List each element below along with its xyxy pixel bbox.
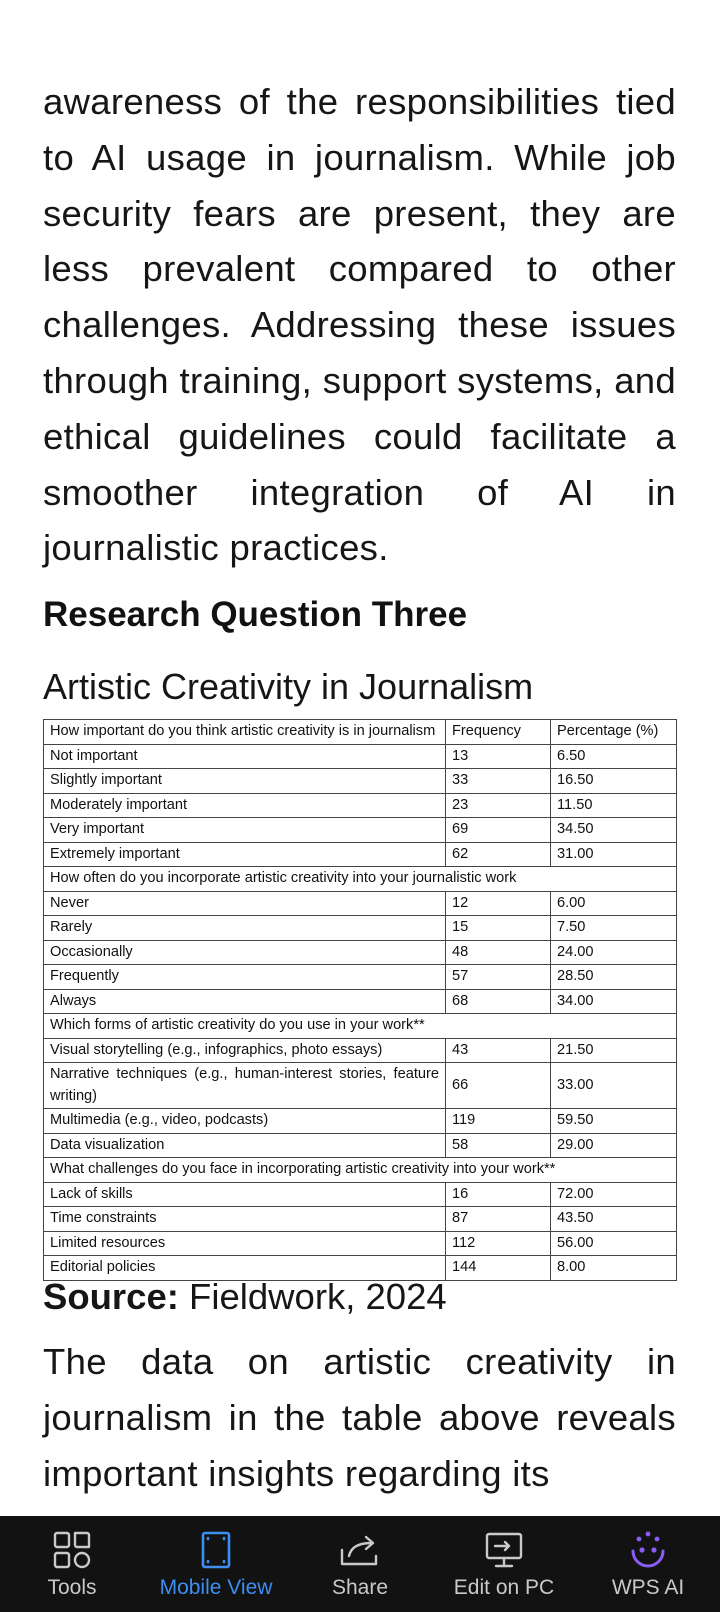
row-percentage: 8.00 [551, 1256, 677, 1281]
row-label: Data visualization [44, 1133, 446, 1158]
table-row [44, 1109, 677, 1134]
row-label: Moderately important [44, 793, 446, 818]
edit-on-pc-label: Edit on PC [453, 1576, 555, 1599]
source-line [43, 1274, 676, 1320]
closing-paragraph: The data on artistic creativity in journalism in the table above reveals important insights regarding its [43, 1341, 676, 1494]
row-label: Extremely important [44, 842, 446, 867]
wps-ai-button[interactable] [576, 1516, 720, 1612]
mobile-view-label: Mobile View [159, 1576, 273, 1599]
row-label: Editorial policies [44, 1256, 446, 1281]
header-frequency: Frequency [446, 720, 551, 745]
row-frequency: 43 [446, 1038, 551, 1063]
group-title: How often do you incorporate artistic creativity into your journalistic work [44, 867, 677, 892]
table-row [44, 818, 677, 843]
row-frequency: 112 [446, 1231, 551, 1256]
table-row [44, 940, 677, 965]
group-title: What challenges do you face in incorporating artistic creativity into your work** [44, 1158, 677, 1183]
table-row [44, 1207, 677, 1232]
bottom-toolbar [0, 1516, 720, 1612]
source-text: Fieldwork, 2024 [178, 1276, 447, 1317]
row-label: Rarely [44, 916, 446, 941]
tools-button[interactable] [0, 1516, 144, 1612]
table-row [44, 891, 677, 916]
table-group-row [44, 1014, 677, 1039]
row-frequency: 68 [446, 989, 551, 1014]
header-percentage: Percentage (%) [551, 720, 677, 745]
data-table [43, 719, 676, 1281]
row-label: Never [44, 891, 446, 916]
row-percentage: 31.00 [551, 842, 677, 867]
row-frequency: 23 [446, 793, 551, 818]
row-percentage: 28.50 [551, 965, 677, 990]
row-frequency: 66 [446, 1063, 551, 1109]
tools-label: Tools [47, 1576, 97, 1599]
row-percentage: 34.00 [551, 989, 677, 1014]
row-frequency: 87 [446, 1207, 551, 1232]
row-label: Slightly important [44, 769, 446, 794]
intro-paragraph: awareness of the responsibilities tied to AI usage in journalism. While job security fears are present, they are less prevalent compared to other challenges. Addressing these issues through training, support systems, and ethical guidelines could facilitate a smoother integration of AI in journalistic practices. [43, 81, 676, 569]
table-row [44, 744, 677, 769]
row-label: Narrative techniques (e.g., human-interest stories, feature writing) [44, 1063, 446, 1109]
edit-on-pc-button[interactable] [432, 1516, 576, 1612]
table-header-row [44, 720, 677, 745]
section-heading: Research Question Three [43, 595, 468, 634]
table-group-row [44, 867, 677, 892]
row-label: Frequently [44, 965, 446, 990]
row-frequency: 62 [446, 842, 551, 867]
row-percentage: 59.50 [551, 1109, 677, 1134]
table-row [44, 1063, 677, 1109]
table-row [44, 769, 677, 794]
row-label: Lack of skills [44, 1182, 446, 1207]
table-title: Artistic Creativity in Journalism [43, 666, 534, 707]
table-group-row [44, 1158, 677, 1183]
mobile-view-button[interactable] [144, 1516, 288, 1612]
row-frequency: 48 [446, 940, 551, 965]
row-frequency: 144 [446, 1256, 551, 1281]
wps-ai-icon [626, 1528, 670, 1572]
group-title: Which forms of artistic creativity do you use in your work** [44, 1014, 677, 1039]
row-label: Not important [44, 744, 446, 769]
row-percentage: 56.00 [551, 1231, 677, 1256]
row-percentage: 11.50 [551, 793, 677, 818]
row-frequency: 69 [446, 818, 551, 843]
row-label: Always [44, 989, 446, 1014]
row-percentage: 16.50 [551, 769, 677, 794]
row-percentage: 43.50 [551, 1207, 677, 1232]
row-label: Limited resources [44, 1231, 446, 1256]
share-button[interactable] [288, 1516, 432, 1612]
share-label: Share [331, 1576, 389, 1599]
source-label: Source: [43, 1276, 179, 1317]
row-frequency: 33 [446, 769, 551, 794]
table-row [44, 1038, 677, 1063]
row-percentage: 24.00 [551, 940, 677, 965]
table-row [44, 965, 677, 990]
mobile-view-icon [194, 1528, 238, 1572]
row-frequency: 16 [446, 1182, 551, 1207]
row-label: Very important [44, 818, 446, 843]
table-row [44, 916, 677, 941]
monitor-icon [482, 1528, 526, 1572]
row-frequency: 13 [446, 744, 551, 769]
table-row [44, 1231, 677, 1256]
table-row [44, 1133, 677, 1158]
table-row [44, 989, 677, 1014]
row-frequency: 58 [446, 1133, 551, 1158]
row-frequency: 57 [446, 965, 551, 990]
row-percentage: 6.50 [551, 744, 677, 769]
share-icon [338, 1528, 382, 1572]
row-percentage: 7.50 [551, 916, 677, 941]
row-label: Time constraints [44, 1207, 446, 1232]
row-percentage: 6.00 [551, 891, 677, 916]
row-frequency: 12 [446, 891, 551, 916]
table-row [44, 842, 677, 867]
row-percentage: 34.50 [551, 818, 677, 843]
row-percentage: 72.00 [551, 1182, 677, 1207]
row-percentage: 33.00 [551, 1063, 677, 1109]
row-frequency: 15 [446, 916, 551, 941]
row-percentage: 29.00 [551, 1133, 677, 1158]
grid-icon [50, 1528, 94, 1572]
row-label: Occasionally [44, 940, 446, 965]
table-row [44, 793, 677, 818]
row-label: Visual storytelling (e.g., infographics, photo essays) [44, 1038, 446, 1063]
table-row [44, 1182, 677, 1207]
header-question: How important do you think artistic creativity is in journalism [44, 720, 446, 745]
row-percentage: 21.50 [551, 1038, 677, 1063]
row-label: Multimedia (e.g., video, podcasts) [44, 1109, 446, 1134]
wps-ai-label: WPS AI [611, 1576, 685, 1599]
row-frequency: 119 [446, 1109, 551, 1134]
